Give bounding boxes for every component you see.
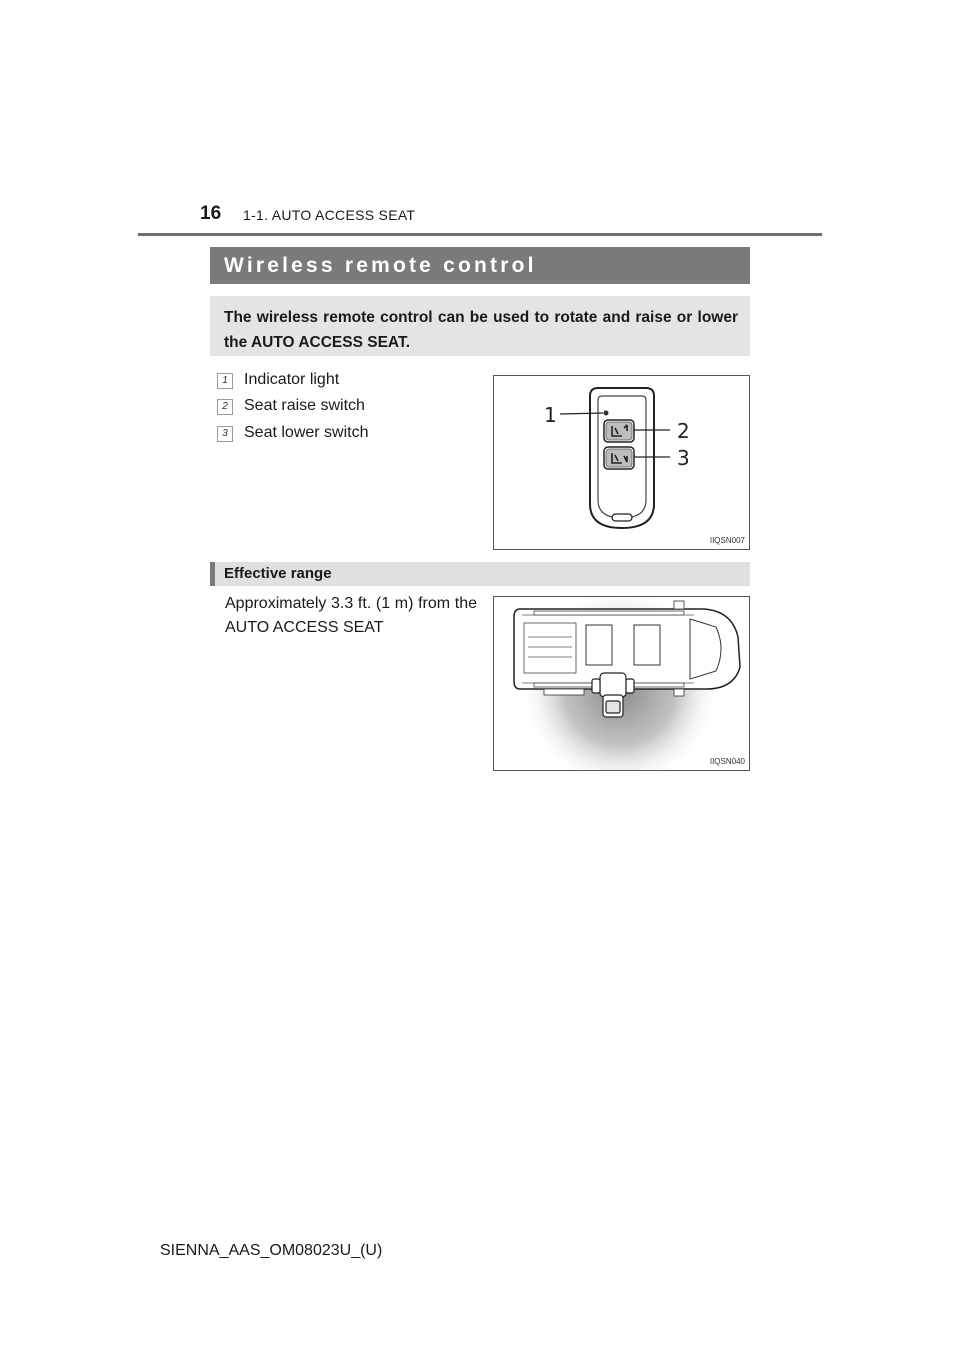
legend-label: Seat lower switch [244, 424, 369, 441]
legend-item-lower [217, 424, 369, 442]
callout-1: 1 [544, 403, 557, 427]
indicator-light-icon [604, 411, 609, 416]
figure-code: IIQSN040 [709, 757, 745, 766]
vehicle-range-illustration [494, 597, 749, 770]
legend-number: 3 [217, 426, 233, 442]
legend-number: 2 [217, 399, 233, 415]
remote-control-figure [493, 375, 750, 550]
callout-3: 3 [677, 446, 690, 470]
legend-number: 1 [217, 373, 233, 389]
intro-text: The wireless remote control can be used to rotate and raise or lower the AUTO ACCESS SEAT. [224, 309, 738, 351]
section-title: Wireless remote control [210, 247, 750, 284]
effective-range-text: Approximately 3.3 ft. (1 m) from the AUTO ACCESS SEAT [225, 595, 477, 636]
callout-2: 2 [677, 419, 690, 443]
legend-label: Indicator light [244, 371, 340, 388]
effective-range-heading: Effective range [210, 562, 750, 586]
legend-item-indicator [217, 371, 339, 389]
header-rule [138, 233, 822, 236]
legend-label: Seat raise switch [244, 397, 365, 414]
page-number: 16 [200, 203, 222, 224]
section-reference: 1-1. AUTO ACCESS SEAT [243, 207, 416, 223]
vehicle-range-figure [493, 596, 750, 771]
remote-control-illustration [494, 376, 749, 549]
document-footer: SIENNA_AAS_OM08023U_(U) [160, 1242, 383, 1259]
figure-code: IIQSN007 [709, 536, 745, 545]
intro-box [210, 296, 750, 356]
legend-item-raise [217, 397, 365, 415]
